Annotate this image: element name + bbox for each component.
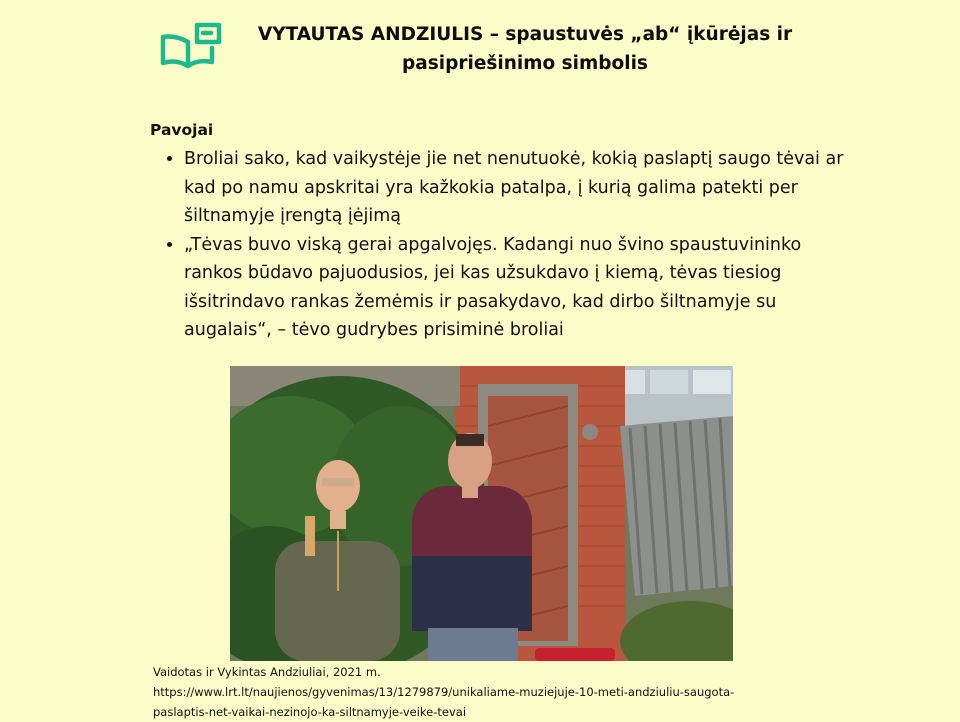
open-book-icon xyxy=(160,22,222,72)
caption-source-url-cont: paslaptis-net-vaikai-nezinojo-ka-siltnamyje-veike-tevai xyxy=(153,705,467,719)
caption-line-1: Vaidotas ir Vykintas Andziuliai, 2021 m. xyxy=(153,665,381,679)
title-line-2: pasipriešinimo simbolis xyxy=(402,53,648,74)
bullet-item-1: • Broliai sako, kad vaikystėje jie net nenutuokė, kokią paslaptį saugo tėvai ar kad po namu apskritai yra kažkokia patalpa, į kurią galima patekti per šiltnamyje įrengtą įėjimą xyxy=(184,145,864,231)
bullet-list xyxy=(150,145,864,345)
image-caption xyxy=(153,662,853,722)
photo-two-men-garden xyxy=(230,366,733,661)
page-title xyxy=(255,20,795,78)
bullet-item-2: • „Tėvas buvo viską gerai apgalvojęs. Kadangi nuo švino spaustuvininko rankos būdavo pajuodusios, jei kas užsukdavo į kiemą, tėvas tiesiog išsitrindavo rankas žemėmis ir pasakydavo, kad dirbo šiltnamyje su augalais“, – tėvo gudrybes prisiminė broliai xyxy=(184,231,864,345)
caption-source-url: https://www.lrt.lt/naujienos/gyvenimas/13/1279879/unikaliame-muziejuje-10-meti-andziuliu-saugota- xyxy=(153,685,735,699)
section-heading: Pavojai xyxy=(150,121,214,139)
title-line-1: VYTAUTAS ANDZIULIS – spaustuvės „ab“ įkūrėjas ir xyxy=(257,24,793,45)
